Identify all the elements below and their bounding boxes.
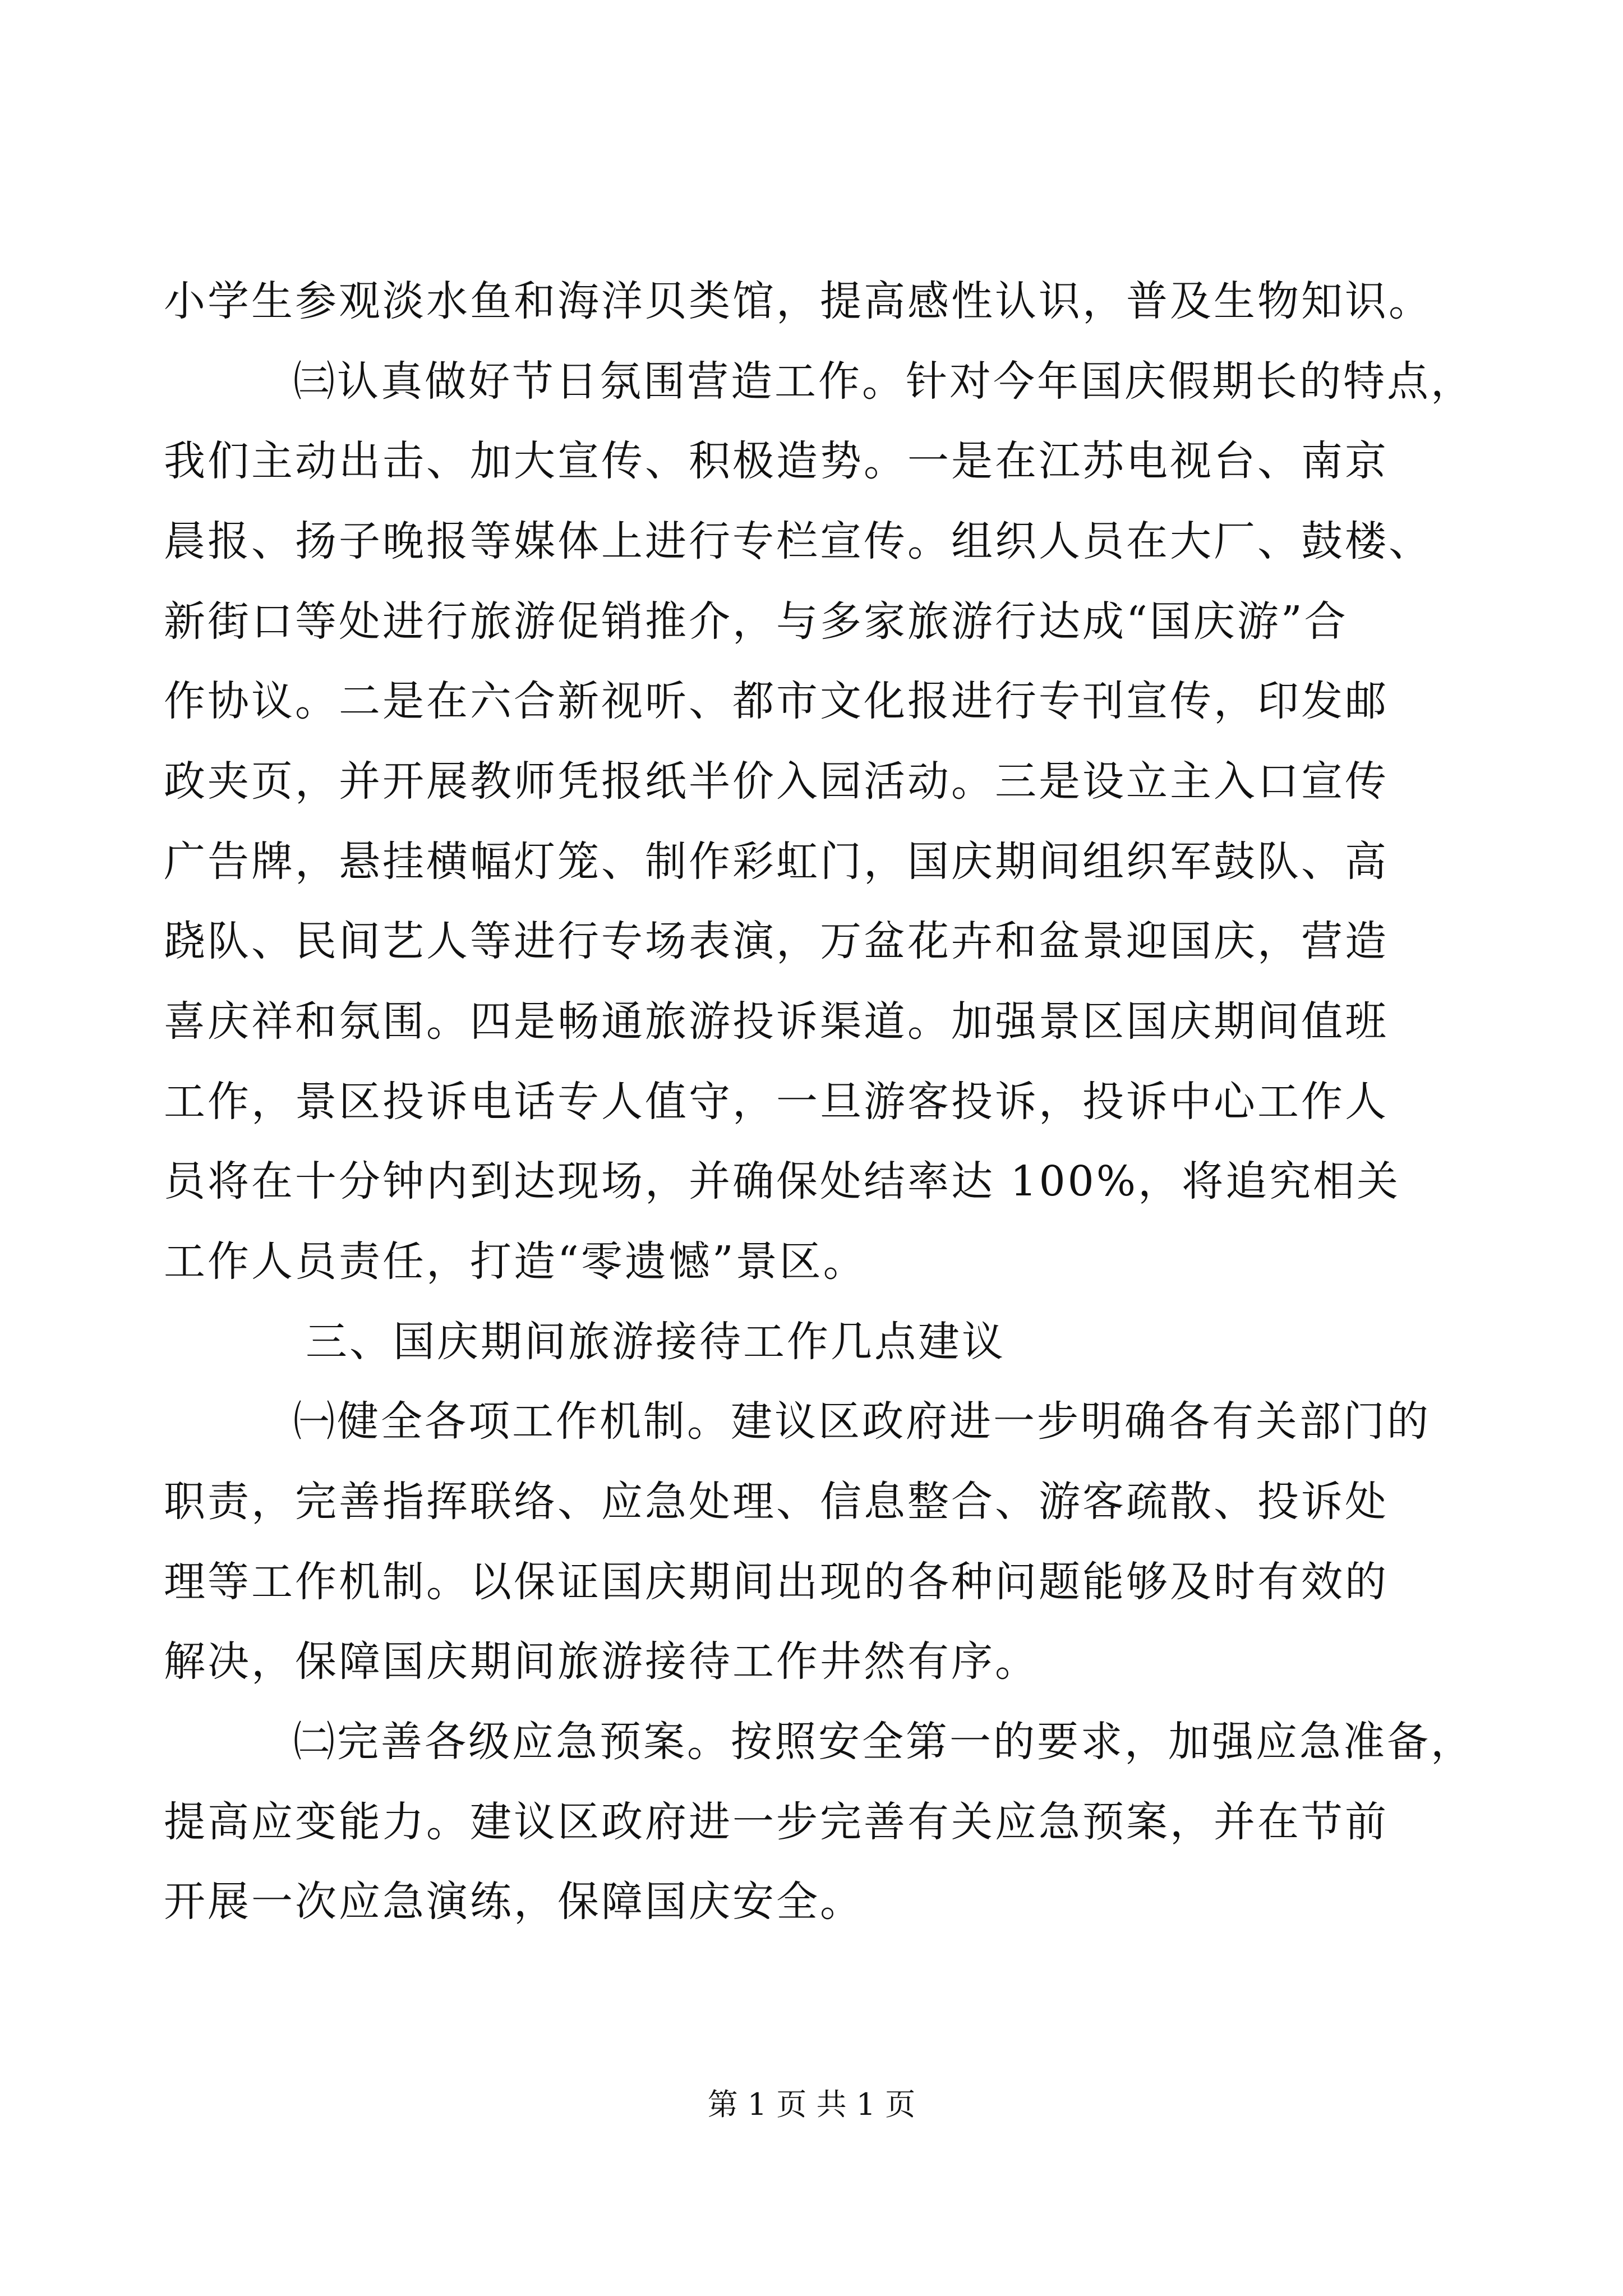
text-line: 工作人员责任，打造“零遗憾”景区。 bbox=[164, 1237, 867, 1286]
text-line: 新街口等处进行旅游促销推介，与多家旅游行达成“国庆游”合 bbox=[164, 597, 1348, 646]
text-line: 喜庆祥和氛围。四是畅通旅游投诉渠道。加强景区国庆期间值班 bbox=[164, 997, 1389, 1046]
text-line: 提高应变能力。建议区政府进一步完善有关应急预案，并在节前 bbox=[164, 1798, 1389, 1846]
text-line: 理等工作机制。以保证国庆期间出现的各种问题能够及时有效的 bbox=[164, 1558, 1389, 1606]
text-line: 小学生参观淡水鱼和海洋贝类馆，提高感性认识，普及生物知识。 bbox=[164, 277, 1432, 325]
text-line: 政夹页，并开展教师凭报纸半价入园活动。三是设立主入口宣传 bbox=[164, 757, 1389, 806]
text-line: 跷队、民间艺人等进行专场表演，万盆花卉和盆景迎国庆，营造 bbox=[164, 917, 1389, 965]
text-line: 员将在十分钟内到达现场，并确保处结率达 100%，将追究相关 bbox=[164, 1157, 1401, 1205]
text-line: 开展一次应急演练，保障国庆安全。 bbox=[164, 1878, 864, 1926]
text-line: ㈠健全各项工作机制。建议区政府进一步明确各有关部门的 bbox=[293, 1397, 1431, 1446]
text-line: 工作，景区投诉电话专人值守，一旦游客投诉，投诉中心工作人 bbox=[164, 1078, 1389, 1126]
text-line: ㈡完善各级应急预案。按照安全第一的要求，加强应急准备， bbox=[293, 1718, 1474, 1766]
text-line: ㈢认真做好节日氛围营造工作。针对今年国庆假期长的特点， bbox=[293, 357, 1474, 406]
text-line: 职责，完善指挥联络、应急处理、信息整合、游客疏散、投诉处 bbox=[164, 1478, 1389, 1526]
text-line: 我们主动出击、加大宣传、积极造势。一是在江苏电视台、南京 bbox=[164, 437, 1389, 485]
text-line: 广告牌，悬挂横幅灯笼、制作彩虹门，国庆期间组织军鼓队、高 bbox=[164, 838, 1389, 886]
text-line: 作协议。二是在六合新视听、都市文化报进行专刊宣传，印发邮 bbox=[164, 677, 1389, 725]
text-line: 解决，保障国庆期间旅游接待工作井然有序。 bbox=[164, 1637, 1039, 1686]
page-number-footer: 第 1 页 共 1 页 bbox=[707, 2087, 916, 2122]
text-line: 晨报、扬子晚报等媒体上进行专栏宣传。组织人员在大厂、鼓楼、 bbox=[164, 517, 1432, 565]
section-heading: 三、国庆期间旅游接待工作几点建议 bbox=[306, 1318, 1006, 1366]
